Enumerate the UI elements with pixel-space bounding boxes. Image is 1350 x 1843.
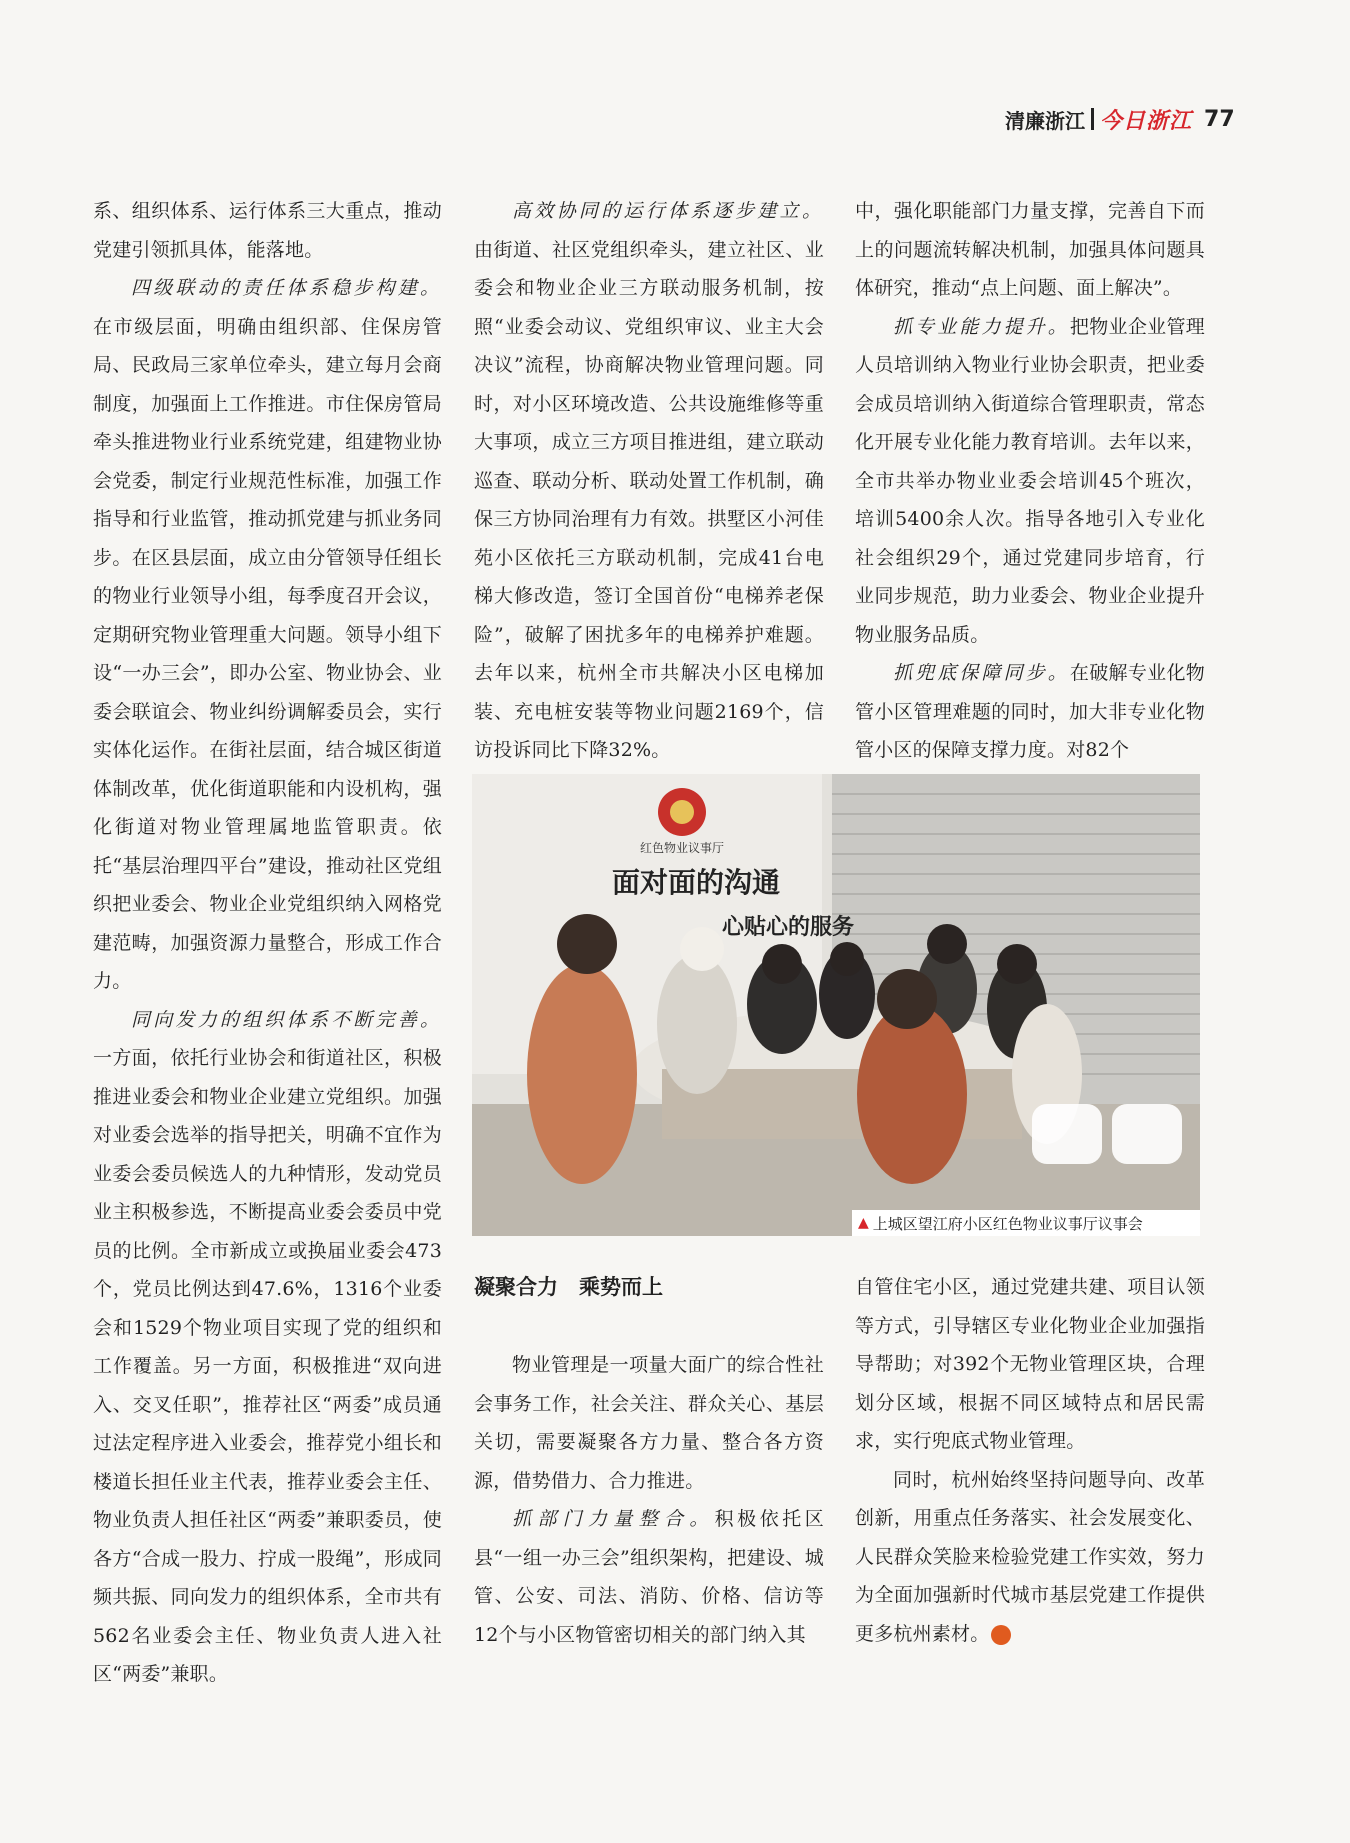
- paragraph: [474, 1500, 824, 1654]
- paragraph: 自管住宅小区，通过党建共建、项目认领等方式，引导辖区专业化物业企业加强指导帮助；对392个无物业管理区块，合理划分区域，根据不同区域特点和居民需求，实行兜底式物业管理。: [855, 1276, 1205, 1452]
- paragraph-body: 把物业企业管理人员培训纳入物业行业协会职责，把业委会成员培训纳入街道综合管理职责，常态化开展专业化能力教育培训。去年以来，全市共举办物业业委会培训45个班次，培训5400余人次。指导各地引入专业化社会组织29个，通过党建同步培育，行业同步规范，助力业委会、物业企业提升物业服务品质。: [855, 315, 1205, 646]
- meeting-photo: [472, 774, 1200, 1236]
- paragraph-lead: 同向发力的组织体系不断完善。: [131, 1008, 442, 1031]
- paragraph: [93, 1001, 442, 1694]
- paragraph: 中，强化职能部门力量支撑，完善自下而上的问题流转解决机制，加强具体问题具体研究，推动“点上问题、面上解决”。: [855, 200, 1205, 299]
- section-heading: 凝聚合力 乘势而上: [474, 1275, 663, 1299]
- brand-logo: 今日浙江: [1100, 108, 1193, 134]
- paragraph-body: 由街道、社区党组织牵头，建立社区、业委会和物业企业三方联动服务机制，按照“业委会动议、党组织审议、业主大会决议”流程，协商解决物业管理问题。同时，对小区环境改造、公共设施维修等重大事项，成立三方项目推进组，建立联动巡查、联动分析、联动处置工作机制，确保三方协同治理有力有效。拱墅区小河佳苑小区依托三方联动机制，完成41台电梯大修改造，签订全国首份“电梯养老保险”，破解了困扰多年的电梯养护难题。去年以来，杭州全市共解决小区电梯加装、充电桩安装等物业问题2169个，信访投诉同比下降32%。: [474, 238, 824, 761]
- paragraph-body: 在市级层面，明确由组织部、住保房管局、民政局三家单位牵头，建立每月会商制度，加强面上工作推进。市住保房管局牵头推进物业行业系统党建，组建物业协会党委，制定行业规范性标准，加强工作指导和行业监管，推动抓党建与抓业务同步。在区县层面，成立由分管领导任组长的物业行业领导小组，每季度召开会议，定期研究物业管理重大问题。领导小组下设“一办三会”，即办公室、物业协会、业委会联谊会、物业纠纷调解委员会，实行实体化运作。在街社层面，结合城区街道体制改革，优化街道职能和内设机构，强化街道对物业管理属地监管职责。依托“基层治理四平台”建设，推动社区党组织把业委会、物业企业党组织纳入网格党建范畴，加强资源力量整合，形成工作合力。: [93, 315, 442, 992]
- column-3-top: [855, 192, 1205, 770]
- header-divider: [1091, 108, 1094, 130]
- page-number: 77: [1204, 106, 1235, 132]
- sign-slogan-2: 心贴心的服务: [722, 915, 855, 940]
- sign-slogan-1: 面对面的沟通: [612, 866, 781, 899]
- paragraph-body: 在破解专业化物管小区管理难题的同时，加大非专业化物管小区的保障支撑力度。对82个: [855, 662, 1205, 761]
- sign-org-name: 红色物业议事厅: [639, 841, 725, 855]
- meeting-photo-illustration: [472, 774, 1200, 1236]
- paragraph-lead: 高效协同的运行体系逐步建立。: [512, 200, 824, 222]
- column-2-top: [474, 192, 824, 770]
- photo-caption: [852, 1210, 1200, 1236]
- caption-triangle-icon: ▲: [858, 1215, 869, 1231]
- paragraph-lead: 抓兜底保障同步。: [893, 662, 1070, 684]
- paragraph-lead: 抓部门力量整合。: [512, 1508, 715, 1530]
- paragraph-body: 一方面，依托行业协会和街道社区，积极推进业委会和物业企业建立党组织。加强对业委会选举的指导把关，明确不宜作为业委会委员候选人的九种情形，发动党员业主积极参选，不断提高业委会委员中党员的比例。全市新成立或换届业委会473个，党员比例达到47.6%，1316个业委会和1529个物业项目实现了党的组织和工作覆盖。另一方面，积极推进“双向进入、交叉任职”，推荐社区“两委”成员通过法定程序进入业委会，推荐党小组长和楼道长担任业主代表，推荐业委会主任、物业负责人担任社区“两委”兼职委员，使各方“合成一股力、拧成一股绳”，形成同频共振、同向发力的组织体系，全市共有562名业委会主任、物业负责人进入社区“两委”兼职。: [93, 1047, 442, 1685]
- paragraph-body: 积极依托区县“一组一办三会”组织架构，把建设、城管、公安、司法、消防、价格、信访等12个与小区物管密切相关的部门纳入其: [474, 1508, 824, 1646]
- page-header: [1005, 101, 1305, 137]
- paragraph: [474, 192, 824, 770]
- end-mark-icon: [991, 1625, 1011, 1645]
- paragraph-body: 同时，杭州始终坚持问题导向、改革创新，用重点任务落实、社会发展变化、人民群众笑脸来检验党建工作实效，努力为全面加强新时代城市基层党建工作提供更多杭州素材。: [855, 1468, 1205, 1645]
- paragraph: [855, 1461, 1205, 1654]
- paragraph: 系、组织体系、运行体系三大重点，推动党建引领抓具体，能落地。: [93, 200, 442, 261]
- paragraph: [855, 654, 1205, 770]
- paragraph: 物业管理是一项量大面广的综合性社会事务工作，社会关注、群众关心、基层关切，需要凝聚各方力量、整合各方资源，借势借力、合力推进。: [474, 1354, 824, 1492]
- paragraph-lead: 抓专业能力提升。: [893, 315, 1070, 338]
- paragraph: [855, 308, 1205, 655]
- paragraph: [93, 269, 442, 1001]
- column-3-bottom: [855, 1268, 1205, 1653]
- paragraph-lead: 四级联动的责任体系稳步构建。: [131, 277, 442, 299]
- column-2-bottom: [474, 1346, 824, 1654]
- column-1: [93, 192, 442, 1694]
- caption-text: 上城区望江府小区红色物业议事厅议事会: [872, 1214, 1143, 1233]
- section-title: 清廉浙江: [1005, 108, 1085, 133]
